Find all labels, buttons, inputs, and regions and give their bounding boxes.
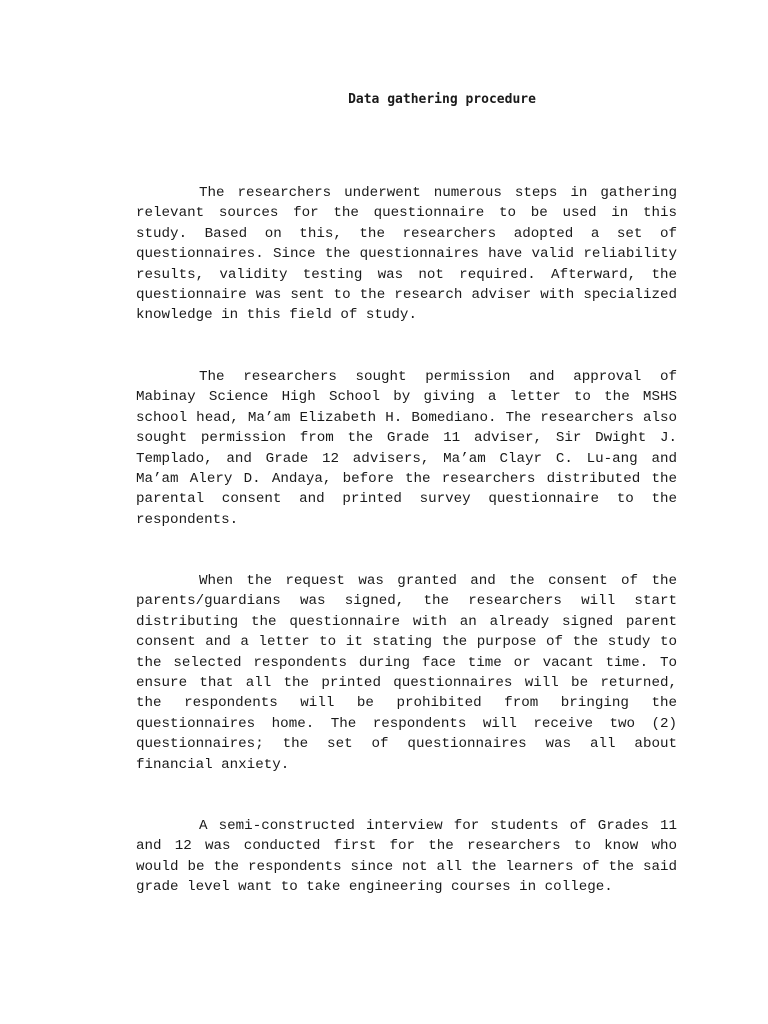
paragraph-interview: A semi-constructed interview for students of Grades 11 and 12 was conducted first for the researchers to know who would be the respondents since not all the learners of the said grade level want to take engineering courses in college. (136, 818, 677, 896)
paragraph-permission: The researchers sought permission and approval of Mabinay Science High School by giving a letter to the MSHS school head, Ma’am Elizabeth H. Bomediano. The researchers also sought permission from the Grade 11 adviser, Sir Dwight J. Templado, and Grade 12 advisers, Ma’am Clayr C. Lu-ang and Ma’am Alery D. Andaya, before the researchers distributed the parental consent and printed survey questionnaire to the respondents. (136, 369, 677, 528)
page-title: Data gathering procedure (348, 92, 536, 107)
paragraph-distribution: When the request was granted and the consent of the parents/guardians was signed, the researchers will start distributing the questionnaire with an already signed parent consent and a letter to it stating the purpose of the study to the selected respondents during face time or vacant time. To ensure that all the printed questionnaires will be returned, the respondents will be prohibited from bringing the questionnaires home. The respondents will receive two (2) questionnaires; the set of questionnaires was all about financial anxiety. (136, 573, 677, 773)
paragraph-data-sources: The researchers underwent numerous steps in gathering relevant sources for the questionnaire to be used in this study. Based on this, the researchers adopted a set of questionnaires. Since the questionnaires have valid reliability results, validity testing was not required. Afterward, the questionnaire was sent to the research adviser with specialized knowledge in this field of study. (136, 185, 677, 324)
